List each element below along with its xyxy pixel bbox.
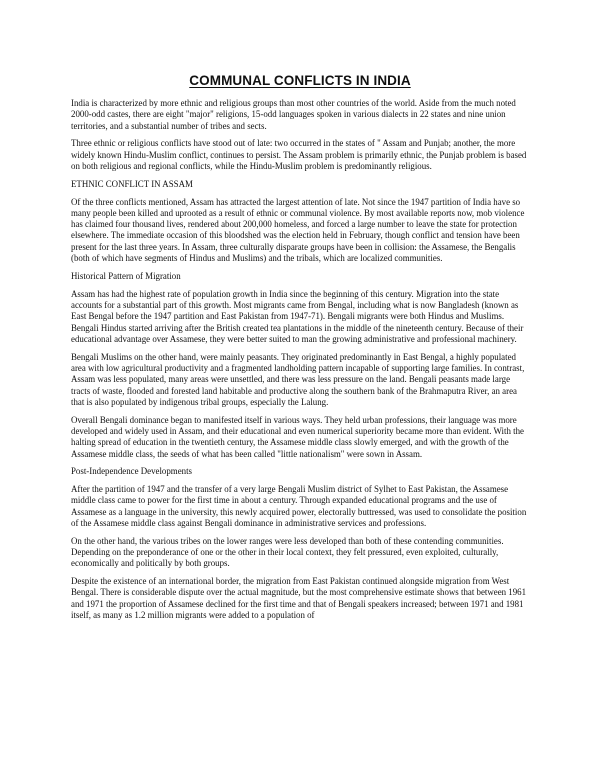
section-heading-post-independence: Post-Independence Developments [71,466,193,477]
section-heading-ethnic-conflict: ETHNIC CONFLICT IN ASSAM [71,178,193,189]
paragraph-intro: India is characterized by more ethnic and religious groups than most other countries of the world. Aside from the much noted 2000-odd castes, there are eight "major" religions, 15-odd languages spoken in various dialects in 22 states and nine union territories, and a substantial number of tribes and sects. [71,98,516,131]
paragraph-bengali-dominance: Overall Bengali dominance began to manifested itself in various ways. They held urban professions, their language was more developed and widely used in Assam, and their educational and even numerical superiority became more than evident. With the halting spread of education in the twentieth century, the Assamese middle class slowly emerged, and with the growth of the Assamese middle class, the seeds of what has been called "little nationalism" were sown in Assam. [71,414,524,459]
section-heading-migration: Historical Pattern of Migration [71,270,181,281]
document-title [0,73,600,88]
paragraph-migration-estimate: Despite the existence of an international border, the migration from East Pakistan continued alongside migration from West Bengal. There is considerable dispute over the actual magnitude, but the most comprehensive estimate shows that between 1961 and 1971 the proportion of Assamese declined for the first time and that of Bengali speakers increased; between 1971 and 1981 itself, as many as 1.2 million migrants were added to a population of [71,576,527,621]
document-body [71,98,529,628]
paragraph-population-growth: Assam has had the highest rate of population growth in India since the beginning of this century. Migration into the state accounts for a substantial part of this growth. Most migrants came from Bengal, including what is now Bangladesh (known as East Bengal before the 1947 partition and East Pakistan from 1947-71). Bengali migrants were both Hindus and Muslims. Bengali Hindus started arriving after the British created tea plantations in the middle of the nineteenth century. Because of their educational advantage over Assamese, they were better suited to man the growing administrative and professional machinery. [71,288,524,344]
paragraph-three-conflicts: Three ethnic or religious conflicts have stood out of late: two occurred in the states of " Assam and Punjab; another, the more widely known Hindu-Muslim conflict, continues to persist. The Assam problem is primarily ethnic, the Punjab problem is based on both religious and regional conflicts, while the Hindu-Muslim problem is predominantly religious. [71,138,527,171]
paragraph-assam-violence: Of the three conflicts mentioned, Assam has attracted the largest attention of late. Not since the 1947 partition of India have so many people been killed and uprooted as a result of ethnic or communal violence. By most available reports now, mob violence has claimed four thousand lives, rendered about 200,000 homeless, and forced a large number to leave the state for protection elsewhere. The immediate occasion of this bloodshed was the election held in February, though conflict and tension have been present for the last three years. In Assam, three culturally disparate groups have been in collision: the Assamese, the Bengalis (both of which have segments of Hindus and Muslims) and the tribals, which are localized communities. [71,196,525,264]
document-title-text: COMMUNAL CONFLICTS IN INDIA [189,73,411,88]
paragraph-bengali-muslims: Bengali Muslims on the other hand, were mainly peasants. They originated predominantly in East Bengal, a highly populated area with low agricultural productivity and a fragmented landholding pattern incapable of supporting large families. In contrast, Assam was less populated, many areas were unsettled, and there was less pressure on the land. Bengali peasants made large tracts of waste, flooded and forested land habitable and productive along the southern bank of the Brahmaputra River, an area that is also populated by indigenous tribal groups, especially the Lalung. [71,351,525,407]
paragraph-partition: After the partition of 1947 and the transfer of a very large Bengali Muslim district of Sylhet to East Pakistan, the Assamese middle class came to power for the first time in about a century. Through expanded educational programs and the use of Assamese as a language in the university, this newly acquired power, electorally buttressed, was used to consolidate the position of the Assamese middle class against Bengali dominance in administrative services and professions. [71,484,527,528]
paragraph-tribes: On the other hand, the various tribes on the lower ranges were less developed than both of these contending communities. Depending on the preponderance of one or the other in their local context, they felt pressured, even exploited, culturally, economically and politically by both groups. [71,535,504,569]
